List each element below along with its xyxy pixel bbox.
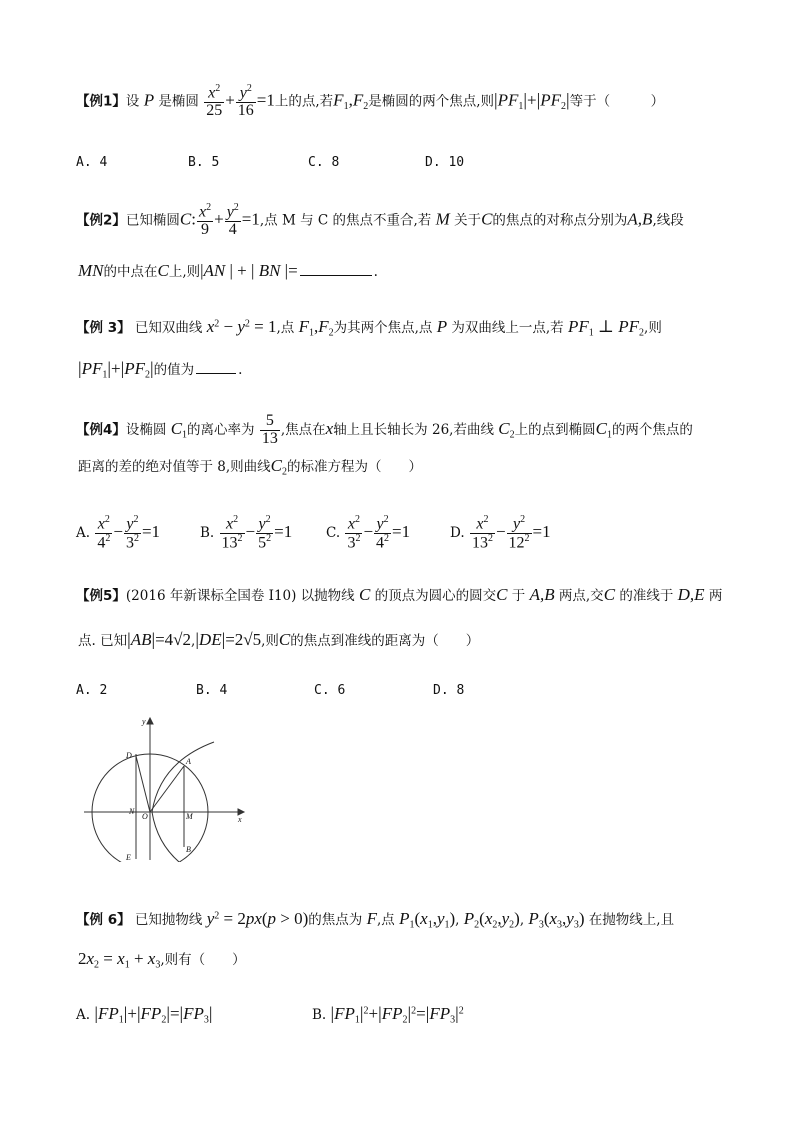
label-x: x <box>238 815 242 824</box>
example-5-option-c: C. 6 <box>314 683 346 698</box>
example-5-option-b: B. 4 <box>196 683 228 698</box>
segment-oa <box>150 766 184 812</box>
example-6-option-b: B. $|FP_1|^2+|FP_2|^2=|FP_3|^2$ <box>312 1003 464 1026</box>
label-d: D <box>126 751 132 760</box>
example-6-option-a: A. $|FP_1|+|FP_2|=|FP_3|$ <box>76 1003 213 1026</box>
example-5-option-a: A. 2 <box>76 683 108 698</box>
label-b: B <box>186 845 191 854</box>
example-3-question-line2: $|PF_1|+|PF_2|$的值为 . <box>78 358 243 381</box>
label-m: M <box>186 812 193 821</box>
example-4-option-c: C. $\frac{x^2}{3^2}$ − $\frac{y^2}{4^2}$ =1 <box>326 514 411 552</box>
example-4-question-line2: 距离的差的绝对值等于 8,则曲线$C_2$的标准方程为（ ） <box>78 456 423 478</box>
example-4-question: 【例4】设椭圆 $C_1$的离心率为 $\frac{5}{13}$ ,焦点在x轴上且长轴长为 26,若曲线 $C_2$上的点到椭圆$C_1$的两个焦点的 <box>76 412 693 447</box>
parabola <box>152 742 214 862</box>
fraction-y2-16: $\frac{y^2}{16}$ <box>237 83 254 120</box>
y-axis-arrow <box>147 718 153 724</box>
fraction-x2-25: $\frac{x^2}{25}$ <box>206 83 223 120</box>
label-y: y <box>142 717 146 726</box>
example-2-question: 【例2】已知椭圆C: $\frac{x^2}{9}$ + $\frac{y^2}{4}$ =1,点 M 与 C 的焦点不重合,若 M 关于C的焦点的对称点分别为A,B,线段 <box>76 202 684 239</box>
parabola-circle-figure <box>80 712 250 862</box>
example-5-option-d: D. 8 <box>433 683 465 698</box>
example-5-question-line2: 点. 已知|AB|=4√2,|DE|=2√5,则C的焦点到准线的距离为（ ） <box>78 629 480 649</box>
example-4-option-a: A. $\frac{x^2}{4^2}$ − $\frac{y^2}{3^2}$ =1 <box>76 514 161 552</box>
example-2-tag: 【例2】 <box>76 212 126 229</box>
answer-blank[interactable] <box>196 373 236 374</box>
label-n: N <box>129 807 135 816</box>
label-e: E <box>126 853 131 862</box>
example-4-option-d: D. $\frac{x^2}{13^2}$ − $\frac{y^2}{12^2}$ =1 <box>450 514 551 552</box>
label-a: A <box>186 757 191 766</box>
example-1-question: 【例1】设 P 是椭圆 $\frac{x^2}{25}$ + $\frac{y^2}{16}$ =1上的点,若$F_1,F_2$是椭圆的两个焦点,则$|PF_1|+|PF_2|$等于（ ） <box>76 83 665 120</box>
example-4-tag: 【例4】 <box>76 421 126 438</box>
example-6-tag: 【例 6】 <box>76 912 131 928</box>
example-6-question: 【例 6】 已知抛物线 $y^2 = 2px(p > 0)$的焦点为 F,点 $P_1(x_1,y_1)$, $P_2(x_2,y_2)$, $P_3(x_3,y_3)$ 在抛物线上,且 <box>76 909 675 931</box>
example-1-tag: 【例1】 <box>76 93 126 110</box>
example-1-option-d: D. 10 <box>425 155 465 170</box>
example-1-option-c: C. 8 <box>308 155 340 170</box>
example-5-question: 【例5】(2016 年新课标全国卷 I10) 以抛物线 C 的顶点为圆心的圆交C 于 A,B 两点,交C 的准线于 D,E 两 <box>76 585 723 604</box>
example-4-option-b: B. $\frac{x^2}{13^2}$ − $\frac{y^2}{5^2}$ =1 <box>200 514 293 552</box>
example-5-tag: 【例5】 <box>76 588 126 604</box>
example-3-tag: 【例 3】 <box>76 320 131 336</box>
label-o: O <box>142 812 148 821</box>
example-2-question-line2: MN的中点在C上,则|AN | + | BN |= . <box>78 261 378 280</box>
segment-od <box>136 756 150 812</box>
example-3-question: 【例 3】 已知双曲线 $x^2 - y^2 = 1$,点 $F_1,F_2$为其两个焦点,点 P 为双曲线上一点,若 $PF_1$ ⊥ $PF_2$,则 <box>76 317 662 339</box>
example-1-option-b: B. 5 <box>188 155 220 170</box>
answer-blank[interactable] <box>300 275 372 276</box>
example-6-question-line2: $2x_2 = x_1 + x_3$,则有（ ） <box>78 949 246 971</box>
example-1-option-a: A. 4 <box>76 155 108 170</box>
